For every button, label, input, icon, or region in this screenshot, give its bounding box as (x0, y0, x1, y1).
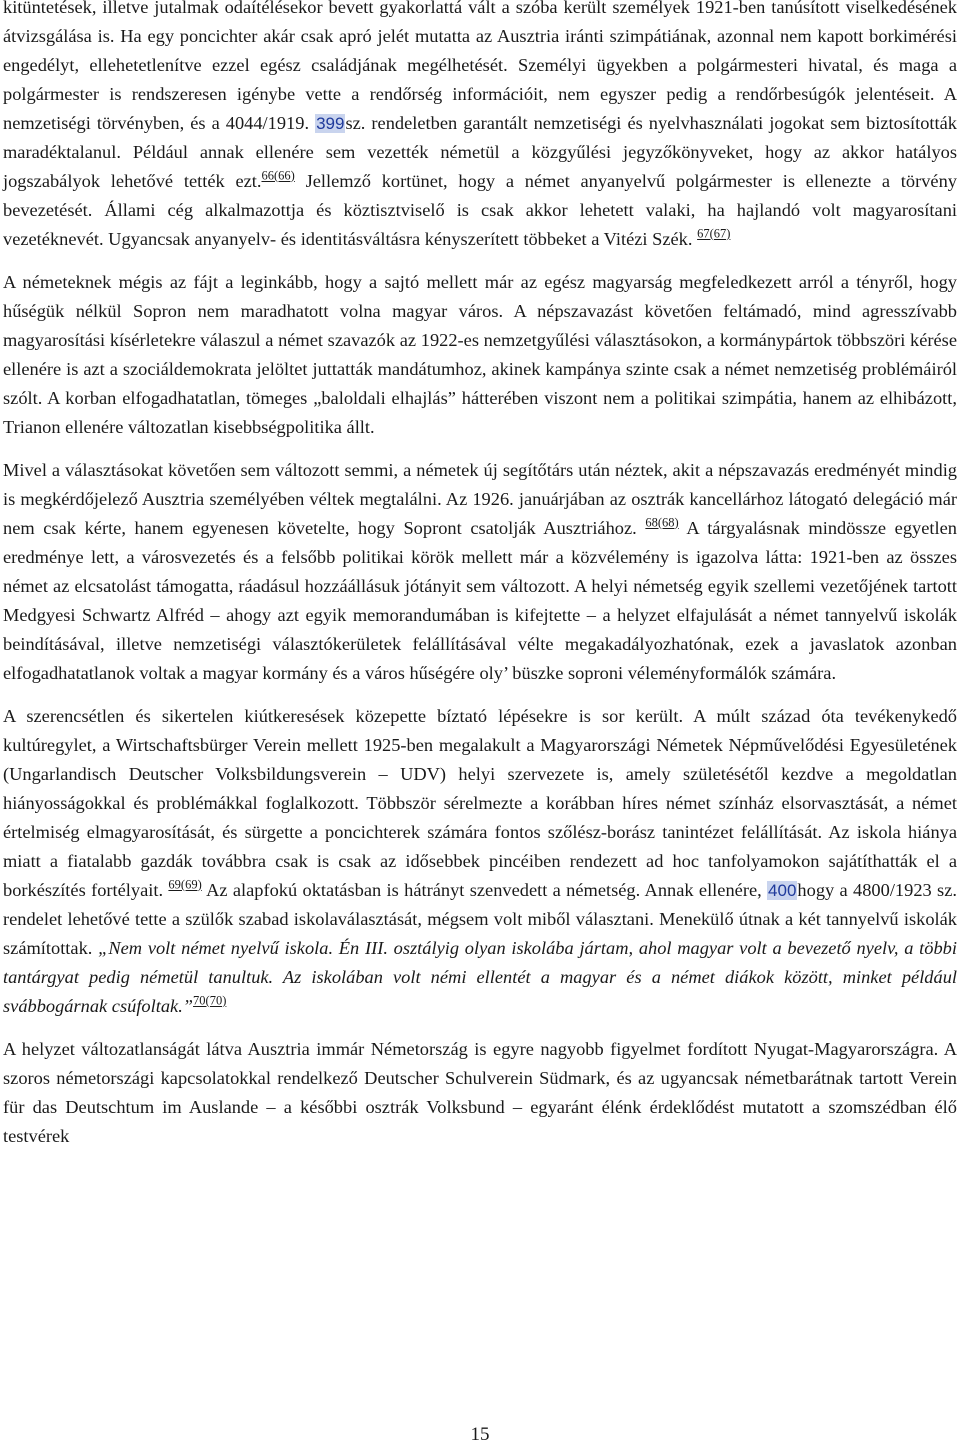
footnote-link[interactable]: 68(68) (645, 515, 679, 530)
page-number: 15 (470, 1424, 490, 1445)
document-page (3, 0, 957, 1151)
paragraph-text: A szerencsétlen és sikertelen kiútkeresések közepette bíztató lépésekre is sor került. A múlt század óta tevékenykedő kultúregylet, a Wirtschaftsbürger Verein mellett 1925-ben megalakult a Magyarországi Németek Népművelődési Egyesületének (Ungarlandisch Deutscher Volksbildungsverein – UDV) helyi szervezete is, amely születésétől kezdve a megoldatlan hiányosságokkal és problémákkal foglalkozott. Többször sérelmezte a korábban híres német színház elsorvasztását, a német értelmiség elmagyarosítását, és sürgette a poncichterek számára fontos szőlész-borász tanintézet felállítását. Az iskola hiánya miatt a fiatalabb gazdák továbbra csak is csak az idősebbek pincéiben rendezett ad hoc tanfolyamokon sajátíthatták el a borkészítés fortélyait. (3, 706, 957, 900)
paragraph (3, 456, 957, 688)
paragraph-text: Az alapfokú oktatásban is hátrányt szenvedett a németség. Annak ellenére, (206, 880, 762, 900)
quotation: „Nem volt német nyelvű iskola. Én III. osztályig olyan iskolába jártam, ahol magyar volt a bevezető nyelv, a többi tantárgyat pedig németül tanultuk. Az iskolában volt némi ellentét a magyar és a német diákok között, minket például svábbogárnak csúfoltak.” (3, 938, 957, 1016)
paragraph (3, 268, 957, 442)
paragraph-text: Mivel a választásokat követően sem változott semmi, a németek új segítőtárs után néztek, akit a népszavazás eredményét mindig is megkérdőjelező Ausztria személyében véltek megtalálni. Az 1926. januárjában az osztrák kancellárhoz látogató delegáció már nem csak kérte, hanem egyenesen követelte, hogy Sopront csatolják Ausztriához. (3, 460, 957, 538)
footnote-link[interactable]: 69(69) (168, 877, 202, 892)
paragraph-text: sz. rendeletben garantált nemzetiségi és nyelvhasználati jogokat sem biztosították maradéktalanul. Például annak ellenére sem vezették németül a közgyűlési jegyzőkönyveket, hogy az akkor hatályos jogszabályok lehetővé tették ezt. (3, 113, 957, 191)
paragraph-text: Jellemző kortünet, hogy a német anyanyelvű polgármester is ellenezte a törvény bevezetését. Állami cég alkalmazottja és köztisztviselő is csak akkor lehetett valaki, ha hajlandó volt magyarosítani vezetéknevét. Ugyancsak anyanyelv- és identitásváltásra kényszerített többeket a Vitézi Szék. (3, 171, 957, 249)
page-reference-link[interactable]: 400 (768, 881, 797, 900)
footnote-link[interactable]: 67(67) (697, 226, 731, 241)
paragraph-text: A tárgyalásnak mindössze egyetlen eredménye lett, a városvezetés és a felsőbb politikai körök mellett már a közvélemény is igazolva látta: 1921-ben az összes német az elcsatolást támogatta, ráadásul hozzáállásuk jótányit sem változott. A helyi németség egyik szellemi vezetőjének tartott Medgyesi Schwartz Alfréd – ahogy azt egyik memorandumában is kifejtette – a helyzet elfajulását a német tannyelvű iskolák beindításával, illetve nemzetiségi választókerületek felállításával vélte megakadályozhatónak, ezek a javaslatok azonban elfogadhatatlanok voltak a magyar kormány és a város hűségére oly’ büszke soproni véleményformálók számára. (3, 518, 957, 683)
paragraph (3, 1035, 957, 1151)
footnote-link[interactable]: 70(70) (193, 993, 227, 1008)
paragraph-text: kitüntetések, illetve jutalmak odaítélésekor bevett gyakorlattá vált a szóba került személyek 1921-ben tanúsított viselkedésének átvizsgálása is. Ha egy poncichter akár csak apró jelét mutatta az Ausztria iránti szimpátiának, azonnal nem kapott borkimérési engedélyt, ellehetetlenítve ezzel egész családjának megélhetését. Személyi ügyekben a polgármesteri hivatal, és maga a polgármester is rendszeresen igénybe vette a rendőrség információit, nem egyszer pedig a rendőrbesúgók jelentéseit. A nemzetiségi törvényben, és a 4044/1919. (3, 0, 957, 133)
paragraph-text: A helyzet változatlanságát látva Ausztria immár Németország is egyre nagyobb figyelmet fordított Nyugat-Magyarországra. A szoros németországi kapcsolatokkal rendelkező Deutscher Schulverein Südmark, és az ugyancsak németbarátnak tartott Verein für das Deutschtum im Auslande – a későbbi osztrák Volksbund – egyaránt élénk érdeklődést mutatott a szomszédban élő testvérek (3, 1039, 957, 1146)
paragraph-text: A németeknek mégis az fájt a leginkább, hogy a sajtó mellett már az egész magyarság megfeledkezett arról a tényről, hogy hűségük nélkül Sopron nem maradhatott volna magyar város. A népszavazást követően feltámadó, mind agresszívabb magyarosítási kísérletekre válaszul a német szavazók az 1922-es nemzetgyűlési választásokon, a kormánypártok többszöri kérése ellenére is azt a szociáldemokrata jelöltet juttatták mandátumhoz, akinek kampánya szinte csak a német nemzetiség problémáiról szólt. A korban elfogadhatatlan, tömeges „baloldali elhajlás” hátterében viszont nem a politikai szimpátia, hanem az elhibázott, Trianon ellenére változatlan kisebbségpolitika állt. (3, 272, 957, 437)
paragraph (3, 0, 957, 254)
paragraph (3, 702, 957, 1021)
footnote-link[interactable]: 66(66) (261, 168, 295, 183)
paragraph-text: hogy a 4800/1923 sz. rendelet lehetővé tette a szülők szabad iskolaválasztását, mégsem volt miből választani. Menekülő útnak a két tannyelvű iskolák számítottak. (3, 880, 957, 958)
page-reference-link[interactable]: 399 (316, 114, 345, 133)
